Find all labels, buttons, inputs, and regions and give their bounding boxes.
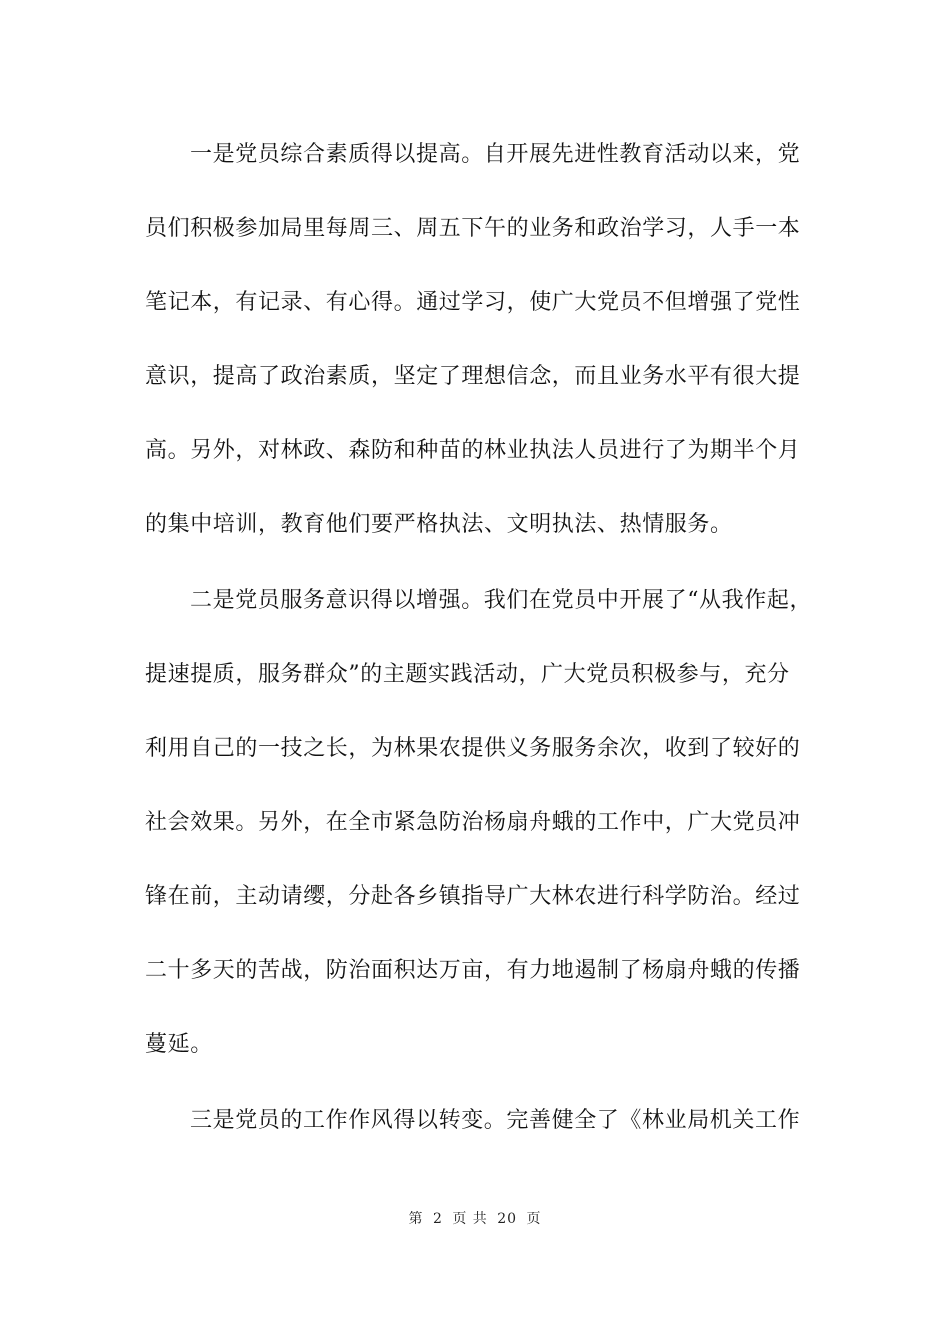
paragraph-2-line-6: 二十多天的苦战，防治面积达万亩，有力地遏制了杨扇舟蛾的传播 bbox=[145, 958, 801, 983]
footer-current-page: 2 bbox=[432, 1211, 443, 1227]
paragraph-2-line-7: 蔓延。 bbox=[145, 1032, 213, 1057]
paragraph-2-line-2: 提速提质，服务群众”的主题实践活动，广大党员积极参与，充分 bbox=[145, 662, 790, 687]
footer-prefix: 第 bbox=[408, 1211, 424, 1227]
paragraph-2-line-1: 二是党员服务意识得以增强。我们在党员中开展了“从我作起， bbox=[190, 588, 813, 613]
paragraph-1-line-6: 的集中培训，教育他们要严格执法、文明执法、热情服务。 bbox=[145, 512, 733, 537]
footer-middle: 页 共 bbox=[452, 1211, 488, 1227]
paragraph-1-line-5: 高。另外，对林政、森防和种苗的林业执法人员进行了为期半个月 bbox=[145, 438, 801, 463]
footer-total-pages: 20 bbox=[497, 1211, 518, 1227]
paragraph-3-line-1: 三是党员的工作作风得以转变。完善健全了《林业局机关工作 bbox=[190, 1108, 801, 1133]
paragraph-1-line-4: 意识，提高了政治素质，坚定了理想信念，而且业务水平有很大提 bbox=[145, 364, 801, 389]
paragraph-2-line-3: 利用自己的一技之长，为林果农提供义务服务余次，收到了较好的 bbox=[145, 736, 801, 761]
footer-suffix: 页 bbox=[526, 1211, 542, 1227]
paragraph-2-line-5: 锋在前，主动请缨，分赴各乡镇指导广大林农进行科学防治。经过 bbox=[145, 884, 801, 909]
paragraph-2-line-4: 社会效果。另外，在全市紧急防治杨扇舟蛾的工作中，广大党员冲 bbox=[145, 810, 801, 835]
paragraph-1-line-2: 员们积极参加局里每周三、周五下午的业务和政治学习，人手一本 bbox=[145, 216, 801, 241]
page-number-footer bbox=[0, 1208, 950, 1228]
paragraph-1-line-1: 一是党员综合素质得以提高。自开展先进性教育活动以来，党 bbox=[190, 142, 801, 167]
paragraph-1-line-3: 笔记本，有记录、有心得。通过学习，使广大党员不但增强了党性 bbox=[145, 290, 801, 315]
